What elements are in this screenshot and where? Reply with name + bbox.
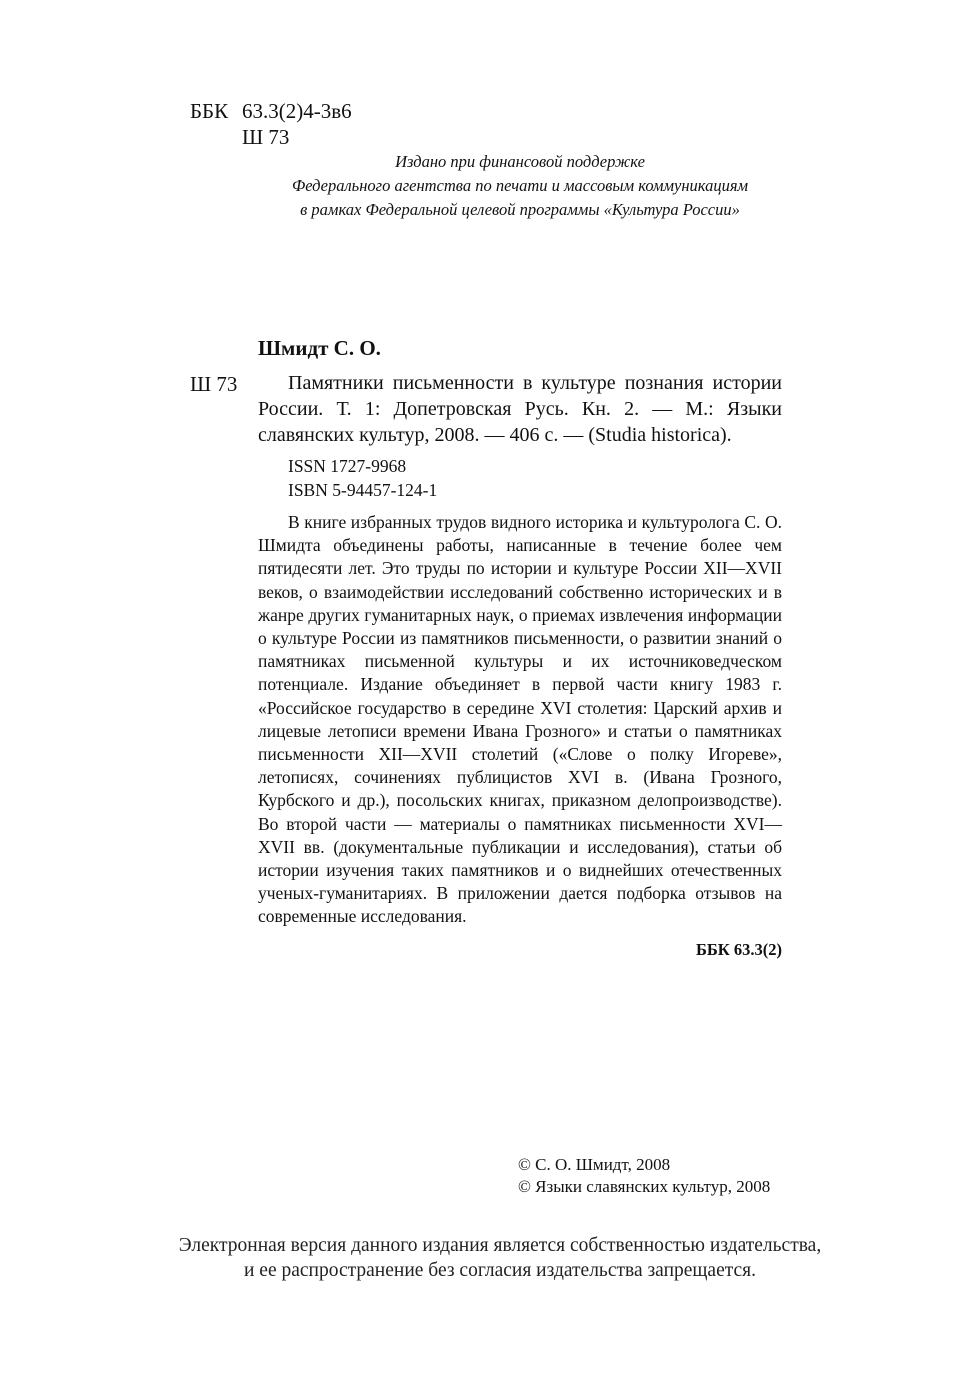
bbk-label: ББК: [190, 99, 229, 123]
author-mark: Ш 73: [190, 372, 238, 396]
abstract: В книге избранных трудов видного историка и культуролога С. О. Шмидта объединены работы, написанные в течение более чем пятидесяти лет. Это труды по истории и культуре России XII—XVII веков, о взаимодействии исследований собственно исторических и в жанре других гуманитарных наук, о приемах извлечения информации о культуре России из памятников письменности, о развитии знаний о памятниках письменной культуры и их источниковедческом потенциале. Издание объединяет в первой части книгу 1983 г. «Российское государство в середине XVI столетия: Царский архив и лицевые летописи времени Ивана Грозного» и статьи о памятниках письменности XII—XVII столетий («Слове о полку Игореве», летописях, сочинениях публицистов XVI в. (Ивана Грозного, Курбского и др.), посольских книгах, приказном делопроизводстве). Во второй части — материалы о памятниках письменности XVI—XVII вв. (документальные публикации и исследования), статьи об истории изучения таких памятников и о виднейших отечественных ученых-гуманитариях. В приложении дается подборка отзывов на современные исследования.: [258, 512, 782, 927]
bbk-code: 63.3(2)4-3в6: [242, 99, 352, 123]
support-note-line: Издано при финансовой поддержке: [395, 152, 645, 171]
bibliographic-description: Памятники письменности в культуре познания истории России. Т. 1: Допетровская Русь. Кн. 2. — М.: Языки славянских культур, 2008. — 406 с. — (Studia historica).: [258, 372, 782, 446]
copyright-block: [518, 1154, 770, 1198]
identifiers: [288, 454, 437, 502]
bbk-classification: [190, 98, 352, 150]
support-note-line: в рамках Федеральной целевой программы «Культура России»: [300, 200, 740, 219]
bbk-short: ББК 63.3(2): [695, 940, 782, 959]
issn: ISSN 1727-9968: [288, 456, 407, 476]
author-name: Шмидт С. О.: [258, 336, 381, 360]
support-note: [240, 150, 800, 222]
author-mark-top: Ш 73: [242, 125, 290, 149]
electronic-version-notice: [100, 1233, 900, 1283]
copyright-line: © С. О. Шмидт, 2008: [518, 1155, 671, 1174]
isbn: ISBN 5-94457-124-1: [288, 480, 438, 500]
support-note-line: Федерального агентства по печати и массовым коммуникациям: [291, 176, 749, 195]
copyright-line: © Языки славянских культур, 2008: [518, 1177, 771, 1196]
notice-line: Электронная версия данного издания является собственностью издательства,: [178, 1235, 822, 1256]
notice-line: и ее распространение без согласия издательства запрещается.: [244, 1260, 756, 1281]
